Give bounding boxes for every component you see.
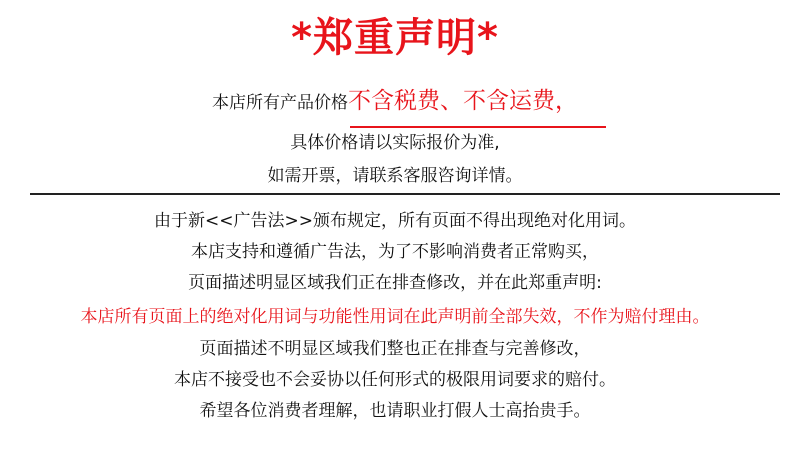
price-statement [0, 88, 790, 116]
price-statement-highlight: 不含税费、不含运费， [348, 88, 578, 114]
law-line-3: 页面描述明显区域我们正在排查修改，并在此郑重声明: [188, 273, 602, 293]
law-line-7: 希望各位消费者理解，也请职业打假人士高抬贵手。 [199, 401, 591, 421]
law-line-red-statement: 本店所有页面上的绝对化用词与功能性用词在此声明前全部失效，不作为赔付理由。 [80, 307, 710, 327]
price-note: 具体价格请以实际报价为准, [290, 133, 500, 153]
price-statement-prefix: 本店所有产品价格 [212, 93, 348, 113]
notice-title: *郑重声明* [291, 15, 499, 61]
law-line-6: 本店不接受也不会妥协以任何形式的极限用词要求的赔付。 [174, 370, 616, 390]
law-line-2: 本店支持和遵循广告法，为了不影响消费者正常购买， [191, 242, 599, 262]
highlight-underline [350, 126, 606, 128]
law-line-1: 由于新<<广告法>>颁布规定，所有页面不得出现绝对化用词。 [154, 211, 636, 231]
law-line-5: 页面描述不明显区域我们整也正在排查与完善修改， [199, 339, 591, 359]
invoice-note: 如需开票，请联系客服咨询详情。 [267, 166, 523, 186]
section-divider [30, 193, 780, 195]
